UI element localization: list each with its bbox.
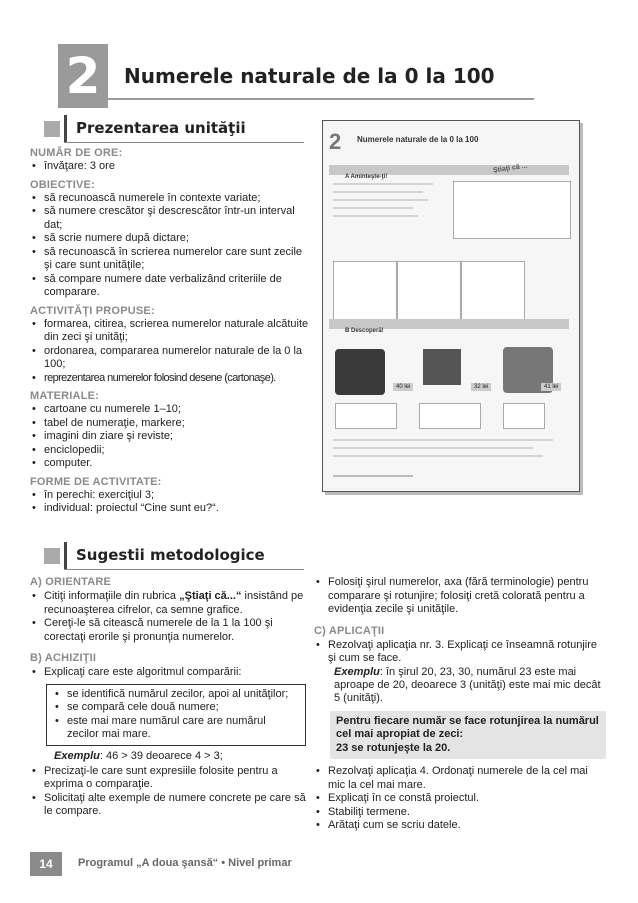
text-line: [333, 199, 428, 201]
rule-example: 23 se rotunjeşte la 20.: [336, 741, 451, 754]
activities-label: ACTIVITĂŢI PROPUSE:: [30, 304, 155, 317]
hours-label: NUMĂR DE ORE:: [30, 147, 123, 159]
section-underline: [64, 569, 304, 570]
list-item: • formarea, citirea, scrierea numerelor naturale alcătuite din zeci şi unităţi;: [30, 318, 312, 345]
list-item: • să recunoască în scrierea numerelor care sunt zecile şi care sunt unităţile;: [30, 246, 312, 273]
final-list: [314, 765, 606, 833]
coin-table: [503, 403, 545, 429]
price-tag: 41 lei: [541, 383, 561, 391]
text-line: [333, 215, 418, 217]
rubric-name: „Ştiaţi că...“: [179, 590, 242, 602]
list-item: • imagini din ziare şi reviste;: [30, 430, 312, 444]
list-item: • reprezentarea numerelor folosind desene (cartonaşe).: [30, 372, 312, 386]
section-marker: [44, 548, 60, 564]
chapter-rule: [108, 98, 534, 100]
section-marker: [44, 121, 60, 137]
thumbnail-section-a-label: A Aminteşte-ţi!: [345, 174, 388, 180]
materials-label: MATERIALE:: [30, 390, 100, 402]
example-text: : 46 > 39 deoarece 4 > 3;: [99, 749, 223, 762]
list-item: • computer.: [30, 457, 312, 471]
thumbnail-section-b: [329, 319, 569, 334]
list-item: • învăţare: 3 ore: [30, 160, 312, 174]
methodology-left: [30, 576, 306, 819]
info-box: [453, 181, 571, 239]
thumbnail-stiati: Ştiaţi că ...: [492, 162, 528, 175]
text-line: [333, 207, 413, 209]
number-table: [333, 261, 397, 325]
footer-program: Programul „A doua şansă“ • Nivel primar: [78, 857, 292, 869]
orientare-list: [30, 590, 306, 644]
activities-list: [30, 318, 312, 386]
chapter-number: 2: [65, 47, 101, 105]
materials-list: [30, 403, 312, 471]
list-item: • se identifică numărul zecilor, apoi al unităţilor;: [53, 688, 299, 702]
objectives-list: [30, 192, 312, 300]
list-item: • Stabiliţi termene.: [314, 806, 606, 820]
text-line: [333, 447, 533, 449]
list-item: • în perechi: exerciţiul 3;: [30, 489, 312, 503]
rounding-rule-box: [330, 711, 606, 760]
example-label: Exemplu: [334, 665, 380, 678]
jacket-image: [335, 349, 385, 395]
text-line: [333, 183, 433, 185]
list-item: • Explicaţi care este algoritmul comparării:: [30, 666, 306, 680]
rule-text: Pentru fiecare număr se face rotunjirea la numărul cel mai apropiat de zeci:: [336, 714, 599, 740]
section-underline: [64, 142, 304, 143]
list-item: • Rezolvaţi aplicaţia 4. Ordonaţi numerele de la cel mai mic la cel mai mare.: [314, 765, 606, 792]
coin-table: [335, 403, 397, 429]
list-item: • tabel de numeraţie, markere;: [30, 417, 312, 431]
list-item: • să numere crescător şi descrescător într-un interval dat;: [30, 205, 312, 232]
page-number: 14: [30, 852, 62, 876]
achizitii-list-2: [30, 765, 306, 819]
hours-list: [30, 160, 312, 174]
list-item: • Rezolvaţi aplicaţia nr. 3. Explicaţi ce înseamnă rotunjire şi cum se face.: [314, 639, 606, 666]
objectives-label: OBIECTIVE:: [30, 178, 95, 191]
number-table: [397, 261, 461, 325]
algorithm-list: [53, 688, 299, 742]
skirt-image: [423, 349, 461, 385]
text-line: [333, 191, 423, 193]
thumbnail-title: Numerele naturale de la 0 la 100: [357, 135, 479, 144]
algorithm-box: [46, 684, 306, 746]
section-bar: [64, 115, 67, 143]
price-tag: 40 lei: [393, 383, 413, 391]
list-item: • Solicitaţi alte exemple de numere concrete pe care să le compare.: [30, 792, 306, 819]
aplicatii-example: [314, 666, 606, 705]
list-item: • să recunoască numerele în contexte variate;: [30, 192, 312, 206]
coin-table: [419, 403, 481, 429]
orientare-label: A) ORIENTARE: [30, 576, 112, 588]
orientare-text: insistând pe recunoaşterea cifrelor, ca semne grafice.: [44, 590, 304, 616]
list-item: • este mai mare numărul care are numărul zecilor mai mare.: [53, 715, 299, 742]
list-item: • ordonarea, compararea numerelor naturale de la 0 la 100;: [30, 345, 312, 372]
section-bar: [64, 542, 67, 570]
list-item: • Folosiţi şirul numerelor, axa (fără terminologie) pentru comparare şi rotunjire; folosiţi cretă colorată pentru a evidenţia zecile şi unităţile.: [314, 576, 606, 617]
presentation-content: [30, 147, 312, 516]
aplicatii-label: C) APLICAŢII: [314, 624, 385, 637]
thumbnail-section-b-label: B Descoperă!: [345, 328, 384, 334]
thumbnail-chapter-number: 2: [329, 129, 342, 154]
text-line: [333, 475, 413, 477]
list-item: • Precizaţi-le care sunt expresiile folosite pentru a exprima o comparaţie.: [30, 765, 306, 792]
list-item: • Explicaţi în ce constă proiectul.: [314, 792, 606, 806]
example-label: Exemplu: [54, 749, 100, 762]
forms-label: FORME DE ACTIVITATE:: [30, 475, 162, 488]
section-title-methodology: Sugestii metodologice: [76, 546, 265, 564]
orientare-text: Citiţi informaţiile din rubrica: [44, 590, 180, 602]
forms-list: [30, 489, 312, 516]
list-item: • se compară cele două numere;: [53, 701, 299, 715]
section-title-presentation: Prezentarea unităţii: [76, 119, 246, 137]
number-table: [461, 261, 525, 325]
list-item: • cartoane cu numerele 1–10;: [30, 403, 312, 417]
example-line: [30, 750, 306, 763]
price-tag: 32 lei: [471, 383, 491, 391]
textbook-page-image: [322, 120, 580, 492]
list-item: • Cereţi-le să citească numerele de la 1 la 100 şi corectaţi erorile şi pronunţia numerelor.: [30, 617, 306, 644]
text-line: [333, 439, 553, 441]
list-item: • Arătaţi cum se scriu datele.: [314, 819, 606, 833]
right-list: [314, 576, 606, 617]
text-line: [333, 455, 543, 457]
list-item: • enciclopedii;: [30, 444, 312, 458]
example-text: : în şirul 20, 23, 30, numărul 23 este mai aproape de 20, deoarece 3 (unităţi) este mai mic decât 5 (unităţi).: [334, 665, 601, 704]
achizitii-list: [30, 666, 306, 680]
list-item: • să compare numere date verbalizând criteriile de comparare.: [30, 273, 312, 300]
list-item: • individual: proiectul “Cine sunt eu?“.: [30, 502, 312, 516]
aplicatii-list: [314, 639, 606, 666]
achizitii-label: B) ACHIZIŢII: [30, 652, 97, 664]
thumbnail-section-a: [329, 162, 569, 180]
list-item: [30, 590, 306, 617]
methodology-right: [314, 576, 606, 833]
list-item: • să scrie numere după dictare;: [30, 232, 312, 246]
chapter-title: Numerele naturale de la 0 la 100: [124, 64, 495, 88]
